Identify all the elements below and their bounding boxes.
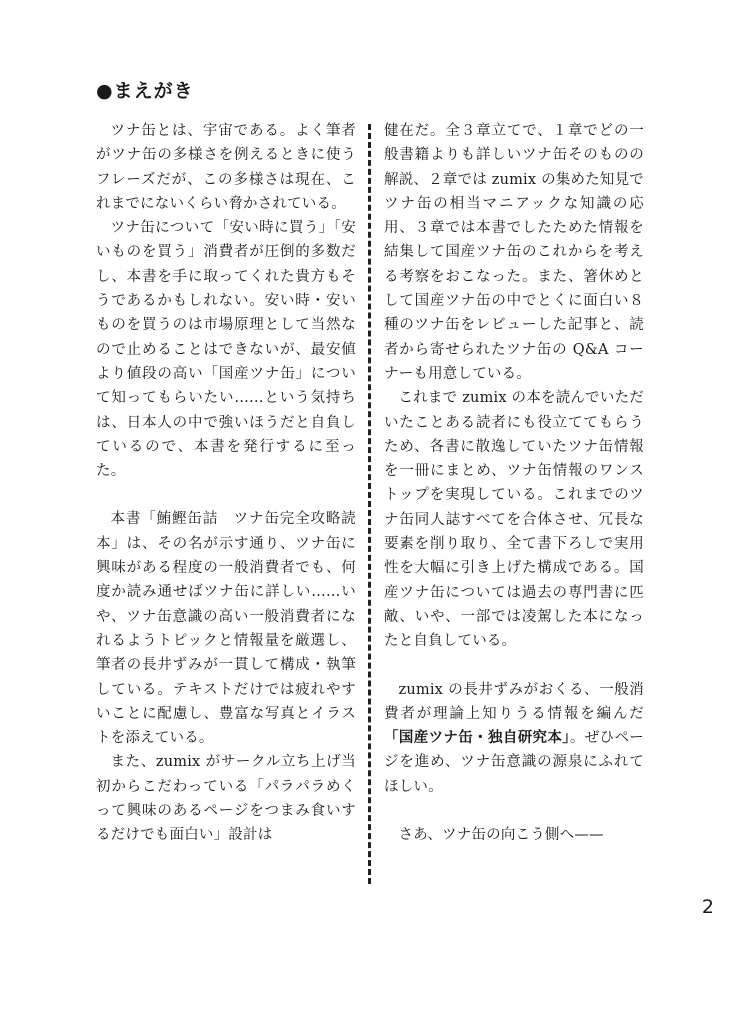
paragraph: 健在だ。全３章立てで、１章でどの一般書籍よりも詳しいツナ缶そのものの解説、２章では zumix の集めた知見でツナ缶の相当マニアックな知識の応用、３章では本書でしたためた情報を結集して国産ツナ缶のこれからを考える考察をおこなった。また、箸休めとして国産ツナ缶の中でとくに面白い８種のツナ缶をレビューした記事と、読者から寄せられたツナ缶の Q&A コーナーも用意している。 [384,123,644,382]
book-title-emphasis: 「国産ツナ缶・独自研究本」 [384,729,570,747]
paragraph: ツナ缶について「安い時に買う」「安いものを買う」消費者が圧倒的多数だし、本書を手に取ってくれた貴方もそうであるかもしれない。安い時・安いものを買うのは市場原理として当然なので止めることはできないが、最安値より値段の高い「国産ツナ缶」について知ってもらいたい……という気持ちは、日本人の中で強いほうだと自負しているので、本書を発行するに至った。 [96,220,356,480]
left-column [96,119,356,848]
paragraph-text: 。ぜひページを進め、ツナ缶意識の源泉にふれてほしい。 [384,730,644,795]
column-divider [368,124,371,884]
paragraph [384,678,644,799]
paragraph: これまで zumix の本を読んでいただいたことある読者にも役立ててもらうため、各書に散逸していたツナ缶情報を一冊にまとめ、ツナ缶情報のワンストップを実現している。これまでのツナ缶同人誌すべてを合体させ、冗長な要素を削り取り、全て書下ろしで実用性を大幅に引き上げた構成である。国産ツナ缶については過去の専門書に匹敵、いや、一部では凌駕した本になったと自負している。 [384,390,644,650]
right-column [384,119,644,847]
section-heading: ●まえがき [96,80,194,102]
paragraph: ツナ缶とは、宇宙である。よく筆者がツナ缶の多様さを例えるときに使うフレーズだが、この多様さは現在、これまでにないくらい脅かされている。 [96,123,356,212]
paragraph: 本書「鮪鰹缶詰 ツナ缶完全攻略読本」は、その名が示す通り、ツナ缶に興味がある程度の一般消費者でも、何度か読み通せばツナ缶に詳しい……いや、ツナ缶意識の高い一般消費者になれるようトピックと情報量を厳選し、筆者の長井ずみが一貫して構成・執筆している。テキストだけでは疲れやすいことに配慮し、豊富な写真とイラストを添えている。 [96,511,356,747]
paragraph-text: zumix の長井ずみがおくる、一般消費者が理論上知りうる情報を編んだ [384,681,644,722]
paragraph: また、zumix がサークル立ち上げ当初からこだわっている「パラパラめくって興味のあるページをつまみ食いするだけでも面白い」設計は [96,754,356,844]
page-number: 2 [701,896,714,918]
closing-line: さあ、ツナ缶の向こう側へ—— [398,827,604,844]
